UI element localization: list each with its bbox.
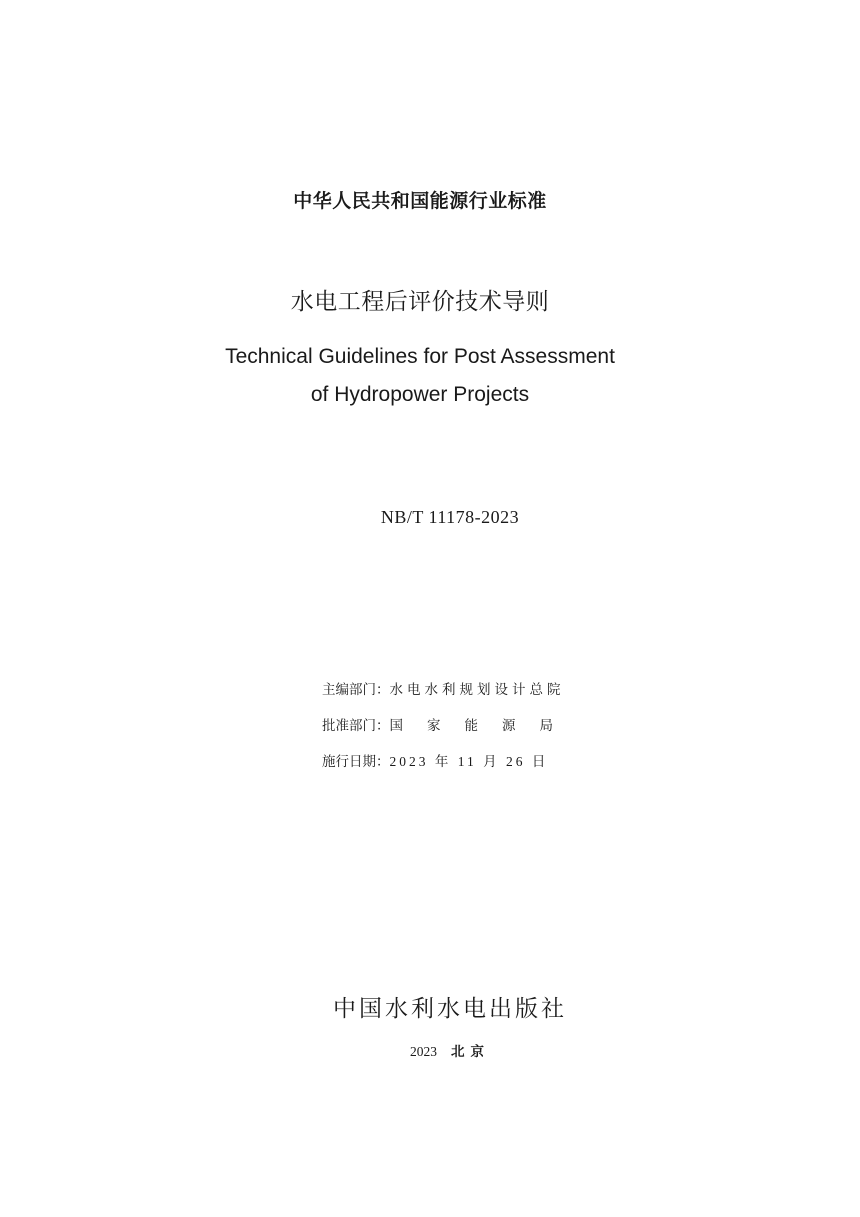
- standard-number: NB/T 11178-2023: [380, 507, 520, 527]
- editor-row: [322, 680, 622, 716]
- title-chinese: 水电工程后评价技术导则: [290, 289, 550, 315]
- standard-category: 中华人民共和国能源行业标准: [293, 190, 547, 212]
- title-english: [0, 338, 850, 414]
- effective-date-label: 施行日期：: [322, 754, 390, 769]
- editor-label: 主编部门：: [322, 682, 390, 697]
- publication-year: 2023: [410, 1044, 437, 1059]
- approver-value: 国家能源局: [389, 718, 577, 733]
- title-english-line-1: Technical Guidelines for Post Assessment: [225, 345, 615, 368]
- title-english-line-2: of Hydropower Projects: [310, 383, 530, 406]
- effective-date-row: [322, 752, 622, 788]
- approver-label: 批准部门：: [322, 718, 390, 733]
- editor-value: 水电水利规划设计总院: [389, 682, 565, 697]
- publication-place: [20, 1040, 860, 1060]
- issuance-info: [322, 680, 622, 788]
- publication-city: 北京: [451, 1044, 490, 1059]
- effective-date-value: 2023 年 11 月 26 日: [389, 754, 549, 769]
- approver-row: [322, 716, 622, 752]
- publisher-name: 中国水利水电出版社: [333, 996, 567, 1021]
